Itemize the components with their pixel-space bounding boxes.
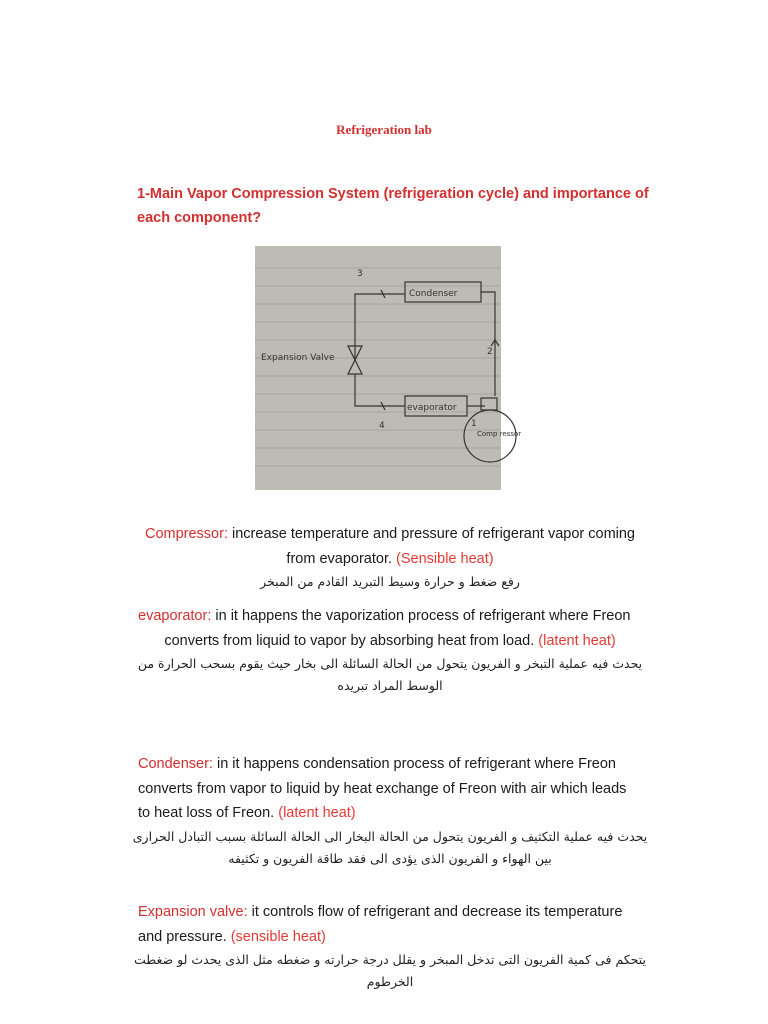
evaporator-label: evaporator <box>407 403 457 413</box>
evaporator-line-1: evaporator: in it happens the vaporization process of refrigerant where Freon <box>138 608 631 624</box>
page-title: Refrigeration lab <box>336 122 432 137</box>
condenser-label: Condenser <box>409 289 458 299</box>
compressor-section <box>130 522 650 593</box>
compressor-heat: (Sensible heat) <box>396 550 494 567</box>
evaporator-heat: (latent heat) <box>538 632 616 649</box>
point-3-label: 3 <box>357 269 363 279</box>
expansion-valve-label: Expansion Valve <box>261 353 335 363</box>
expansion-term: Expansion valve: <box>138 904 248 920</box>
evaporator-arabic-1: يحدث فيه عملية التبخر و الفريون يتحول من الحالة السائلة الى بخار حيث يقوم بسحب الحرارة من <box>137 656 643 671</box>
valve-bottom-triangle <box>348 360 362 374</box>
condenser-term: Condenser: <box>138 756 213 772</box>
expansion-heat: (sensible heat) <box>230 928 326 945</box>
question-heading: 1-Main Vapor Compression System (refrigeration cycle) and importance of each component? <box>137 186 649 226</box>
expansion-line-2: and pressure. (sensible heat) <box>138 928 326 945</box>
evaporator-line-2: converts from liquid to vapor by absorbing heat from load. (latent heat) <box>164 632 616 649</box>
condenser-arabic-1: يحدث فيه عملية التكثيف و الفريون يتحول من الحالة البخار الى الحالة السائلة بسبب التبادل الحرارى <box>132 828 648 844</box>
compressor-label: Comp ressor <box>477 430 522 438</box>
expansion-valve-section <box>130 900 650 993</box>
compressor-line-1: Compressor: increase temperature and pressure of refrigerant vapor coming <box>144 526 635 542</box>
point-1-label: 1 <box>471 419 477 429</box>
compressor-line-2: from evaporator. (Sensible heat) <box>286 550 494 567</box>
point-4-label: 4 <box>379 421 385 431</box>
evaporator-section <box>130 604 650 697</box>
expansion-arabic: يتحكم فى كمية الفريون التى تدخل المبخر و يقلل درجة حرارته و ضغطه مثل الذى يحدث لو ضغطت الخرطوم <box>133 952 646 989</box>
refrigeration-cycle-diagram <box>255 246 522 490</box>
condenser-line-1: Condenser: in it happens condensation process of refrigerant where Freon <box>138 756 616 772</box>
expansion-line-1: Expansion valve: it controls flow of refrigerant and decrease its temperature <box>138 904 623 920</box>
compressor-arabic: رفع ضغط و حرارة وسيط التبريد القادم من المبخر <box>260 574 520 589</box>
condenser-section <box>130 752 650 870</box>
condenser-line-2: converts from vapor to liquid by heat exchange of Freon with air which leads <box>138 780 627 797</box>
condenser-heat: (latent heat) <box>278 805 356 821</box>
condenser-line-3: to heat loss of Freon. (latent heat) <box>138 805 356 821</box>
evaporator-arabic-2: الوسط المراد تبريده <box>337 678 443 693</box>
compressor-term: Compressor: <box>144 526 228 542</box>
condenser-arabic-2: بين الهواء و الفريون الذى يؤدى الى فقد طاقة الفريون و تكثيفه <box>228 850 552 866</box>
evaporator-term: evaporator: <box>138 608 212 624</box>
point-2-label: 2 <box>487 347 493 357</box>
